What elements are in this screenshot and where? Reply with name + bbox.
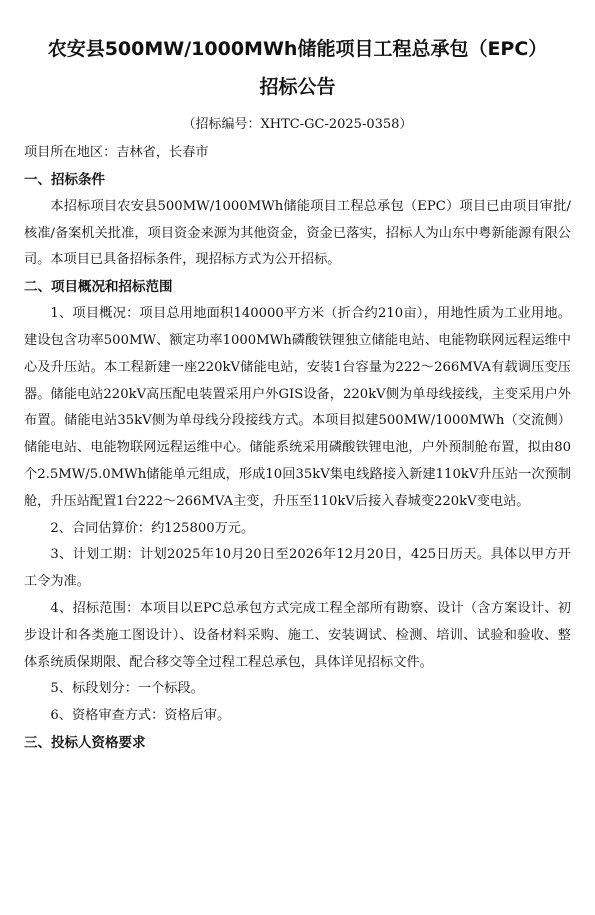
overview-item-schedule: 3、计划工期：计划2025年10月20日至2026年12月20日，425日历天。具体以甲方开工令为准。 (24, 547, 571, 590)
tender-conditions-paragraph: 本招标项目农安县500MW/1000MWh储能项目工程总承包（EPC）项目已由项目审批/核准/备案机关批准，项目资金来源为其他资金，资金已落实，招标人为山东中粤新能源有限公司。本项目已具备招标条件，现招标方式为公开招标。 (24, 198, 571, 268)
overview-item-scope: 4、招标范围：本项目以EPC总承包方式完成工程全部所有勘察、设计（含方案设计、初步设计和各类施工图设计）、设备材料采购、施工、安装调试、检测、培训、试验和验收、整体系统质保期限、配合移交等全过程工程总承包，具体详见招标文件。 (24, 600, 571, 670)
section-heading-bidder-qualifications: 三、投标人资格要求 (24, 734, 146, 751)
overview-item-contract-price: 2、合同估算价：约125800万元。 (50, 520, 255, 536)
document-title-line1: 农安县500MW/1000MWh储能项目工程总承包（EPC） (47, 38, 548, 60)
overview-item-qualification-review: 6、资格审查方式：资格后审。 (50, 708, 231, 724)
section-heading-tender-conditions: 一、招标条件 (24, 171, 105, 188)
section-heading-project-overview: 二、项目概况和招标范围 (24, 279, 173, 296)
overview-item-lots: 5、标段划分：一个标段。 (50, 681, 204, 697)
overview-item-project-summary: 1、项目概况：项目总用地面积140000平方米（折合约210亩），用地性质为工业用地。建设包含功率500MW、额定功率1000MWh磷酸铁锂独立储能电站、电能物联网远程运维中心及升压站。本工程新建一座220kV储能电站，安装1台容量为222～266MVA有载调压变压器。储能电站220kV高压配电装置采用户外GIS设备，220kV侧为单母线接线，主变采用户外布置。储能电站35kV侧为单母线分段接线方式。本项目拟建500MW/1000MWh（交流侧）储能电站、电能物联网远程运维中心。储能系统采用磷酸铁锂电池，户外预制舱布置，拟由80个2.5MW/5.0MWh储能单元组成，形成10回35kV集电线路接入新建110kV升压站一次预制舱，升压站配置1台222～266MVA主变，升压至110kV后接入春城变220kV变电站。 (24, 306, 571, 509)
project-location: 项目所在地区：吉林省，长春市 (24, 145, 209, 160)
tender-number: （招标编号：XHTC-GC-2025-0358） (182, 117, 413, 132)
document-title-line2: 招标公告 (259, 76, 336, 98)
